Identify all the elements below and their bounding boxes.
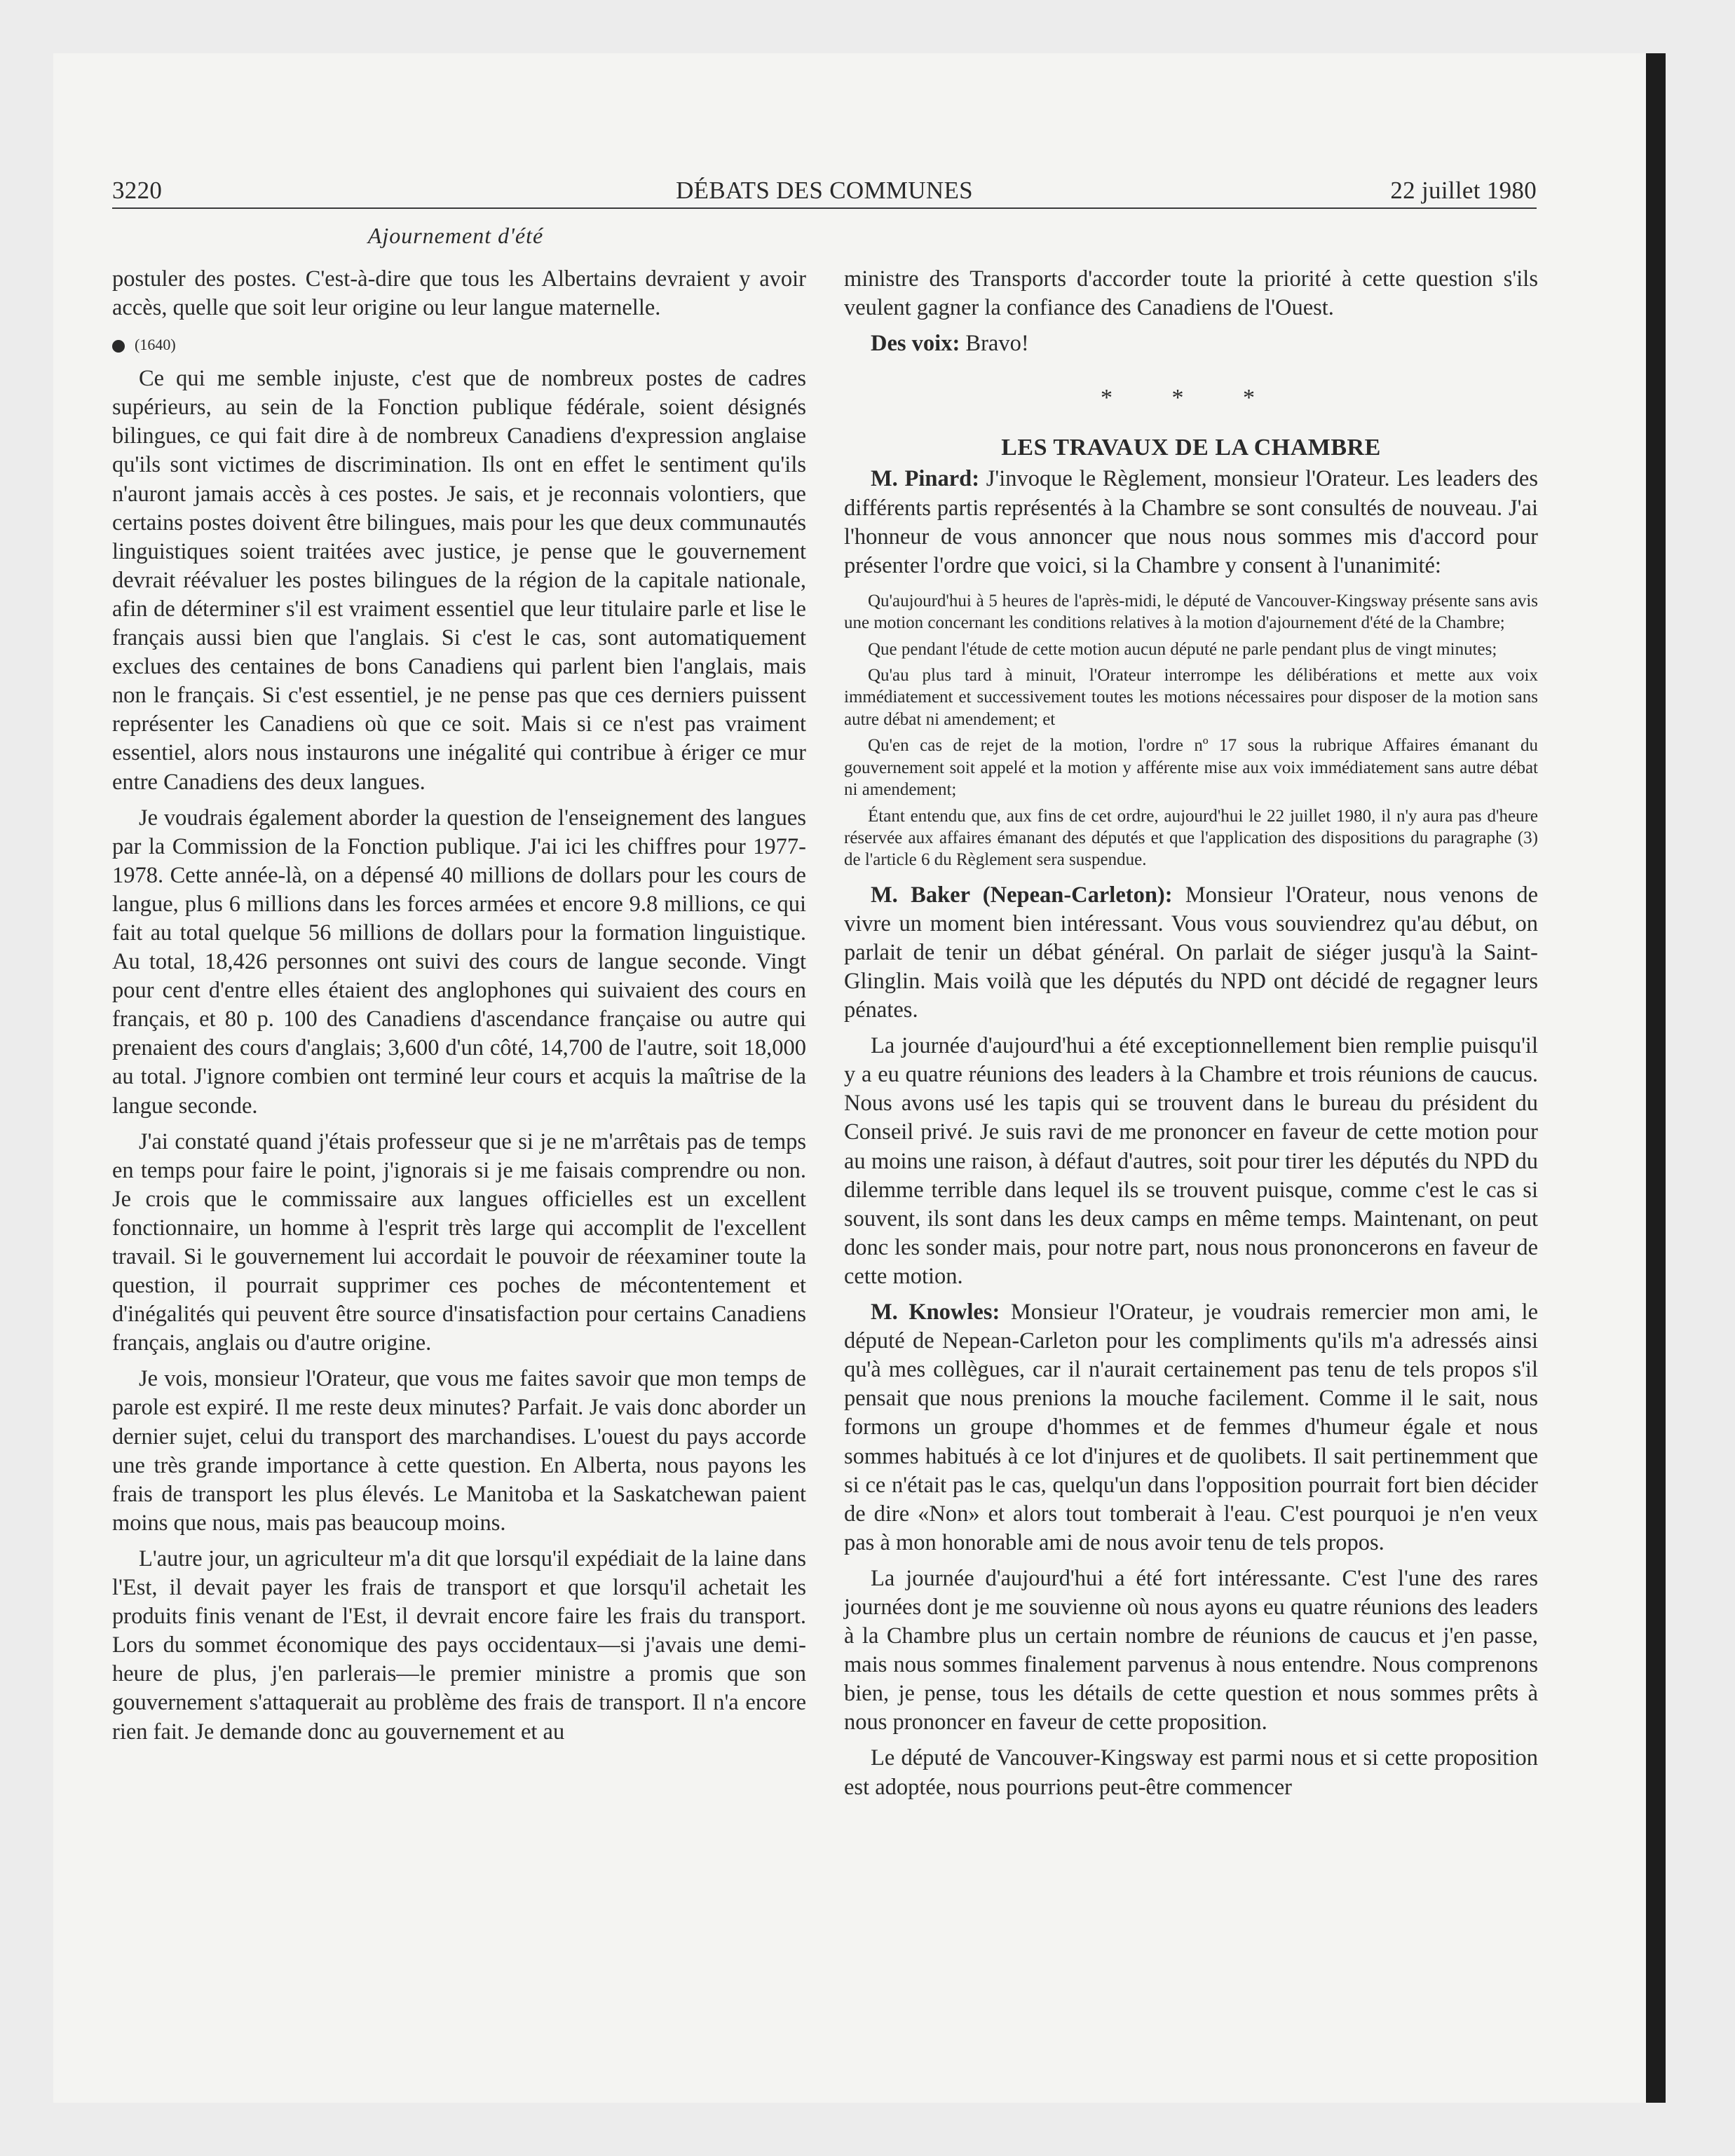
speaker-name: M. Knowles: [871,1299,1000,1325]
paragraph: La journée d'aujourd'hui a été exceptionnellement bien remplie puisqu'il y a eu quatre réunions des leaders à la Chambre et trois réunions de caucus. Nous avons usé les tapis qui se trouvent dans le bureau du président du Conseil privé. Je suis ravi de me prononcer en faveur de cette motion pour au moins une raison, à défaut d'autres, soit pour tirer les députés du NPD du dilemme terrible dans lequel ils se trouvent puisque, comme c'est le cas si souvent, ils sont dans les deux camps en même temps. Maintenant, on peut donc les sonder mais, pour notre part, nous nous prononcerons en faveur de cette motion. [844,1033,1538,1289]
paragraph: La journée d'aujourd'hui a été fort intéressante. C'est l'une des rares journées dont je me souvienne où nous ayons eu quatre réunions des leaders à la Chambre plus un certain nombre de réunions de caucus et j'en passe, mais nous sommes finalement parvenus à nous entendre. Nous comprenons bien, je pense, tous les détails de cette question et nous sommes prêts à nous prononcer en faveur de cette proposition. [844,1565,1538,1735]
time-marker [112,335,806,355]
time-marker-label: (1640) [135,336,176,354]
motion-clause: Qu'au plus tard à minuit, l'Orateur interrompe les délibérations et mette aux voix immédiatement et successivement toutes les motions nécessaires pour disposer de la motion sans autre débat ni amendement; et [844,666,1538,729]
right-column [844,265,1538,1802]
header-rule [112,207,1537,209]
left-column [112,265,806,1747]
motion-clause: Étant entendu que, aux fins de cet ordre, aujourd'hui le 22 juillet 1980, il n'y aura pas d'heure réservée aux affaires émanant des députés et que l'application des dispositions du paragraphe (3) de l'article 6 du Règlement sera suspendue. [844,806,1538,870]
section-separator: * * * [1101,385,1281,411]
page-header [112,177,1537,210]
speaker-paragraph [844,1298,1538,1557]
header-date: 22 juillet 1980 [1390,177,1537,204]
speaker-name: Des voix: [871,331,960,357]
page-number: 3220 [112,177,163,204]
speaker-paragraph [844,881,1538,1025]
paragraph: Je vois, monsieur l'Orateur, que vous me faites savoir que mon temps de parole est expiré. Il me reste deux minutes? Parfait. Je vais donc aborder un dernier sujet, celui du transport des marchandises. L'ouest du pays accorde une très grande importance à cette question. En Alberta, nous payons les frais de transport les plus élevés. Le Manitoba et la Saskatchewan paient moins que nous, mais pas beaucoup moins. [112,1366,806,1536]
speaker-name: M. Baker (Nepean-Carleton): [871,882,1173,908]
paragraph: postuler des postes. C'est-à-dire que tous les Albertains devraient y avoir accès, quelle que soit leur origine ou leur langue maternelle. [112,266,806,321]
paragraph: L'autre jour, un agriculteur m'a dit que lorsqu'il expédiait de la laine dans l'Est, il devait payer les frais de transport et que lorsqu'il achetait les produits finis venant de l'Est, il devrait encore faire les frais du transport. Lors du sommet économique des pays occidentaux—si j'avais une demi-heure de plus, j'en parlerais—le premier ministre a promis que son gouvernement s'attaquerait au problème des frais de transport. Il n'a encore rien fait. Je demande donc au gouvernement et au [112,1546,806,1745]
paragraph: Je voudrais également aborder la question de l'enseignement des langues par la Commission de la Fonction publique. J'ai ici les chiffres pour 1977-1978. Cette année-là, on a dépensé 40 millions de dollars pour les cours de langue, plus 6 millions dans les forces armées et encore 9.8 millions, ce qui fait au total quelque 56 millions de dollars pour la formation linguistique. Au total, 18,426 personnes ont suivi des cours de langue seconde. Vingt pour cent d'entre elles étaient des anglophones qui suivaient des cours en français, et 80 p. 100 des Canadiens d'ascendance française ou autre qui prenaient des cours d'anglais; 3,600 d'un côté, 14,700 de l'autre, soit 18,000 au total. J'ignore combien ont terminé leur cours et acquis la maîtrise de la langue seconde. [112,805,806,1119]
speaker-paragraph [844,329,1538,358]
paragraph: J'ai constaté quand j'étais professeur que si je ne m'arrêtais pas de temps en temps pour faire le point, j'ignorais si je me faisais comprendre ou non. Je crois que le commissaire aux langues officielles est un excellent fonctionnaire, un homme à l'esprit très large qui accomplit de l'excellent travail. Si le gouvernement lui accordait le pouvoir de réexaminer toute la question, il pourrait supprimer ces poches de mécontentement et d'inégalités qui peuvent être source d'insatisfaction pour certains Canadiens français, anglais ou d'autre origine. [112,1128,806,1356]
paragraph: Ce qui me semble injuste, c'est que de nombreux postes de cadres supérieurs, au sein de la Fonction publique fédérale, soient désignés bilingues, ce qui fait dire à de nombreux Canadiens d'expression anglaise qu'ils sont victimes de discrimination. Ils ont en effet le sentiment qu'ils n'auront jamais accès à ces postes. Je sais, et je reconnais volontiers, que certains postes doivent être bilingues, mais pour les que deux communautés linguistiques soient traitées avec justice, je pense que le gouvernement devrait réévaluer les postes bilingues de la région de la capitale nationale, afin de déterminer s'il est vraiment essentiel que leur titulaire parle et lise le français aussi bien que l'anglais. Si c'est le cas, sont automatiquement exclues des centaines de bons Canadiens qui parlent bien l'anglais, mais non le français. Si c'est essentiel, je ne pense pas que ces derniers puissent représenter les Canadiens où que ce soit. Mais si ce n'est pas vraiment essentiel, alors nous instaurons une inégalité qui contribue à ériger ce mur entre Canadiens des deux langues. [112,366,806,795]
section-title: Ajournement d'été [367,223,544,248]
speech-text: Monsieur l'Orateur, je voudrais remercier mon ami, le député de Nepean-Carleton pour les compliments qu'ils m'a adressés ainsi qu'à mes collègues, car il n'aurait certainement pas tenu de tels propos s'il pensait que nous prenions la mouche facilement. Comme il le sait, nous formons un groupe d'hommes et de femmes d'humeur égale et nous sommes habitués à ce lot d'injures et de quolibets. Il sait pertinemment que si ce n'était pas le cas, quelqu'un dans l'opposition pourrait fort bien décider de dire «Non» et alors tout tomberait à l'eau. C'est pourquoi je n'en veux pas à mon honorable ami de nous avoir tenu de tels propos. [844,1299,1538,1555]
speaker-paragraph [844,465,1538,580]
running-title: DÉBATS DES COMMUNES [676,177,973,204]
motion-clause: Qu'en cas de rejet de la motion, l'ordre nº 17 sous la rubrique Affaires émanant du gouvernement soit appelé et la motion y afférente mise aux voix immédiatement sans autre débat ni amendement; [844,736,1538,800]
speech-text: Bravo! [965,331,1029,357]
paragraph: Le député de Vancouver-Kingsway est parmi nous et si cette proposition est adoptée, nous pourrions peut-être commencer [844,1745,1538,1800]
motion-text [844,590,1538,871]
speaker-name: M. Pinard: [871,466,980,492]
speech-text: J'invoque le Règlement, monsieur l'Orateur. Les leaders des différents partis représentés à la Chambre se sont consultés de nouveau. J'ai l'honneur de vous annoncer que nous nous sommes mis d'accord pour présenter l'ordre que voici, si la Chambre y consent à l'unanimité: [844,466,1538,578]
scan-edge-bar [1646,53,1666,2103]
section-heading: LES TRAVAUX DE LA CHAMBRE [1001,435,1381,461]
paragraph: ministre des Transports d'accorder toute la priorité à cette question s'ils veulent gagner la confiance des Canadiens de l'Ouest. [844,266,1538,321]
motion-clause: Qu'aujourd'hui à 5 heures de l'après-midi, le député de Vancouver-Kingsway présente sans avis une motion concernant les conditions relatives à la motion d'ajournement d'été de la Chambre; [844,591,1538,633]
speech-text: Monsieur l'Orateur, nous venons de vivre un moment bien intéressant. Vous vous souviendrez qu'au début, on parlait de tenir un débat général. On parlait de siéger jusqu'à la Saint-Glinglin. Mais voilà que les députés du NPD ont décidé de regagner leurs pénates. [844,882,1538,1023]
bullet-dot-icon [112,340,125,353]
motion-clause: Que pendant l'étude de cette motion aucun député ne parle pendant plus de vingt minutes; [868,639,1497,659]
